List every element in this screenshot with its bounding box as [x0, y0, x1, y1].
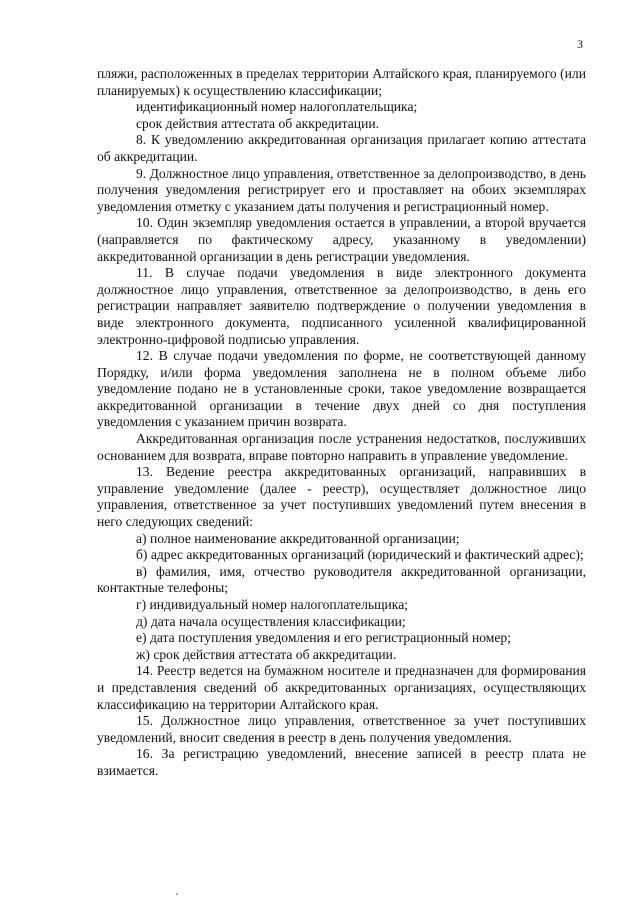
register-item-d: д) дата начала осуществления классификации; — [136, 613, 406, 629]
register-item-a: а) полное наименование аккредитованной организации; — [136, 530, 460, 546]
page-number: 3 — [577, 37, 583, 51]
register-item-zh: ж) срок действия аттестата об аккредитации. — [136, 646, 397, 662]
register-item-v: в) фамилия, имя, отчество руководителя аккредитованной организации, контактные телефоны; — [97, 563, 586, 596]
list-item-certificate-validity: срок действия аттестата об аккредитации. — [136, 115, 380, 131]
paragraph-continuation: пляжи, расположенных в пределах территории Алтайского края, планируемого (или планируемых) к осуществлению классификации; — [97, 66, 586, 98]
paragraph-16: 16. За регистрацию уведомлений, внесение записей в реестр плата не взимается. — [97, 746, 586, 778]
paragraph-9: 9. Должностное лицо управления, ответственное за делопроизводство, в день получения уведомления регистрирует его и проставляет на обоих экземплярах уведомления отметку с указанием даты получения и регистрационный номер. — [97, 165, 586, 214]
paragraph-10: 10. Один экземпляр уведомления остается в управлении, а второй вручается (направляется по фактическому адресу, указанному в уведомлении) аккредитованной организации в день регистрации уведомления. — [97, 215, 586, 264]
paragraph-13: 13. Ведение реестра аккредитованных организаций, направивших в управление уведомление (далее - реестр), осуществляет должностное лицо управления, ответственное за учет поступивших уведомлений путем внесения в него следующих сведений: — [97, 464, 586, 530]
paragraph-14: 14. Реестр ведется на бумажном носителе и предназначен для формирования и представления сведений об аккредитованных организациях, осуществляющих классификацию на территории Алтайского края. — [97, 663, 586, 712]
register-item-b: б) адрес аккредитованных организаций (юридический и фактический адрес); — [136, 547, 584, 563]
list-item-tin: идентификационный номер налогоплательщика; — [136, 99, 418, 115]
document-body — [97, 66, 586, 780]
register-item-g: г) индивидуальный номер налогоплательщика; — [136, 597, 409, 612]
register-item-e: е) дата поступления уведомления и его регистрационный номер; — [136, 630, 511, 646]
paragraph-12: 12. В случае подачи уведомления по форме, не соответствующей данному Порядку, и/или форма уведомления заполнена не в полном объеме либо уведомление подано не в установленные сроки, такое уведомление возвращается аккредитованной организации в течение двух дней со дня поступления уведомления с указанием причин возврата. — [97, 348, 586, 430]
paragraph-11: 11. В случае подачи уведомления в виде электронного документа должностное лицо управления, ответственное за делопроизводство, в день его регистрации направляет заявителю подтверждение о получении уведомления в виде электронного документа, подписанного усиленной квалифицированной электронно-цифровой подписью управления. — [97, 265, 586, 347]
paragraph-8: 8. К уведомлению аккредитованная организация прилагает копию аттестата об аккредитации. — [97, 132, 586, 164]
scan-speck — [176, 893, 178, 895]
paragraph-15: 15. Должностное лицо управления, ответственное за учет поступивших уведомлений, вносит сведения в реестр в день получения уведомления. — [97, 713, 586, 745]
paragraph-12-continued: Аккредитованная организация после устранения недостатков, послуживших основанием для возврата, вправе повторно направить в управление уведомление. — [97, 431, 586, 463]
